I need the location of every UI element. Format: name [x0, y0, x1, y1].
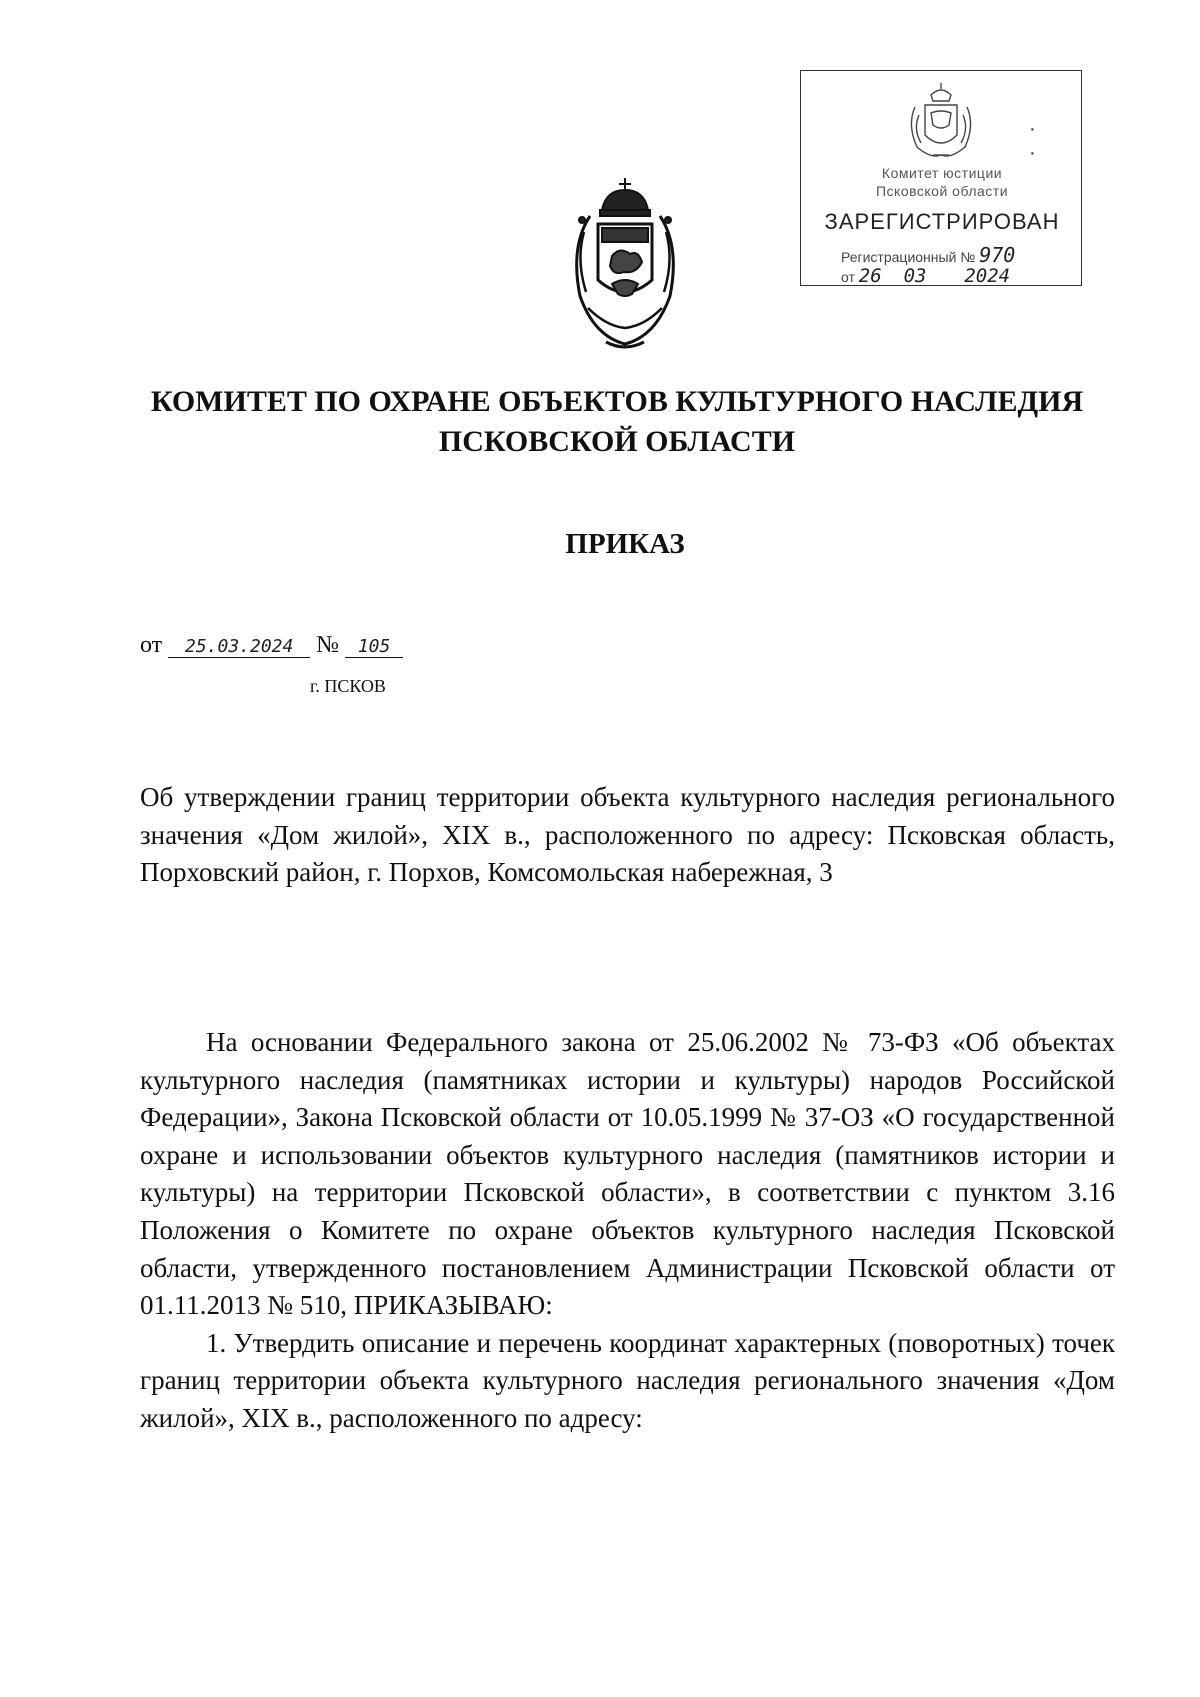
stamp-date-prefix: от: [841, 269, 855, 285]
document-subject: Об утверждении границ территории объекта культурного наследия регионального значения «Дом жилой», XIX в., расположенного по адресу: Псковская область, Порховский район, г. Порхов, Комсомольская набережная, 3: [140, 782, 1115, 887]
body-paragraph-2: 1. Утвердить описание и перечень координат характерных (поворотных) точек границ территории объекта культурного наследия регионального значения «Дом жилой», XIX в., расположенного по адресу:: [140, 1327, 1115, 1433]
coat-of-arms-icon: [901, 81, 981, 163]
stamp-registration: [841, 243, 1015, 267]
stamp-org-line2: Псковской области: [875, 183, 1009, 199]
stamp-date-day: 26: [858, 265, 882, 287]
number-label: №: [316, 632, 340, 658]
date-label: от: [140, 632, 163, 658]
body-paragraph-1: На основании Федерального закона от 25.06.2002 № 73-ФЗ «Об объектах культурного наследия (памятниках истории и культуры) народов Российской Федерации», Закона Псковской области от 10.05.1999 № 37-ОЗ «О государственной охране и использовании объектов культурного наследия (памятников истории и культуры) на территории Псковской области», в соответствии с пунктом 3.16 Положения о Комитете по охране объектов культурного наследия Псковской области, утвержденного постановлением Администрации Псковской области от 01.11.2013 № 510, ПРИКАЗЫВАЮ:: [140, 1027, 1115, 1321]
stamp-org-line1: Комитет юстиции: [881, 165, 1003, 181]
document-meta: [140, 632, 403, 659]
stamp-dots: · ·: [1029, 118, 1036, 164]
document-type: ПРИКАЗ: [565, 528, 685, 560]
date-field: 25.03.2024: [168, 636, 310, 658]
document-body: [140, 1024, 1115, 1438]
registration-stamp: [800, 70, 1082, 286]
stamp-status: ЗАРЕГИСТРИРОВАН: [824, 209, 1060, 234]
stamp-date-month: 03: [903, 265, 927, 287]
organization-title: КОМИТЕТ ПО ОХРАНЕ ОБЪЕКТОВ КУЛЬТУРНОГО НАСЛЕДИЯ ПСКОВСКОЙ ОБЛАСТИ: [150, 385, 1084, 458]
document-city: г. ПСКОВ: [310, 676, 386, 696]
stamp-date: [841, 265, 1010, 287]
number-field: 105: [345, 636, 403, 658]
stamp-date-year: 2024: [964, 265, 1011, 287]
stamp-reg-number: 970: [979, 243, 1016, 267]
coat-of-arms-icon: [562, 176, 688, 356]
stamp-reg-label: Регистрационный №: [841, 249, 976, 265]
